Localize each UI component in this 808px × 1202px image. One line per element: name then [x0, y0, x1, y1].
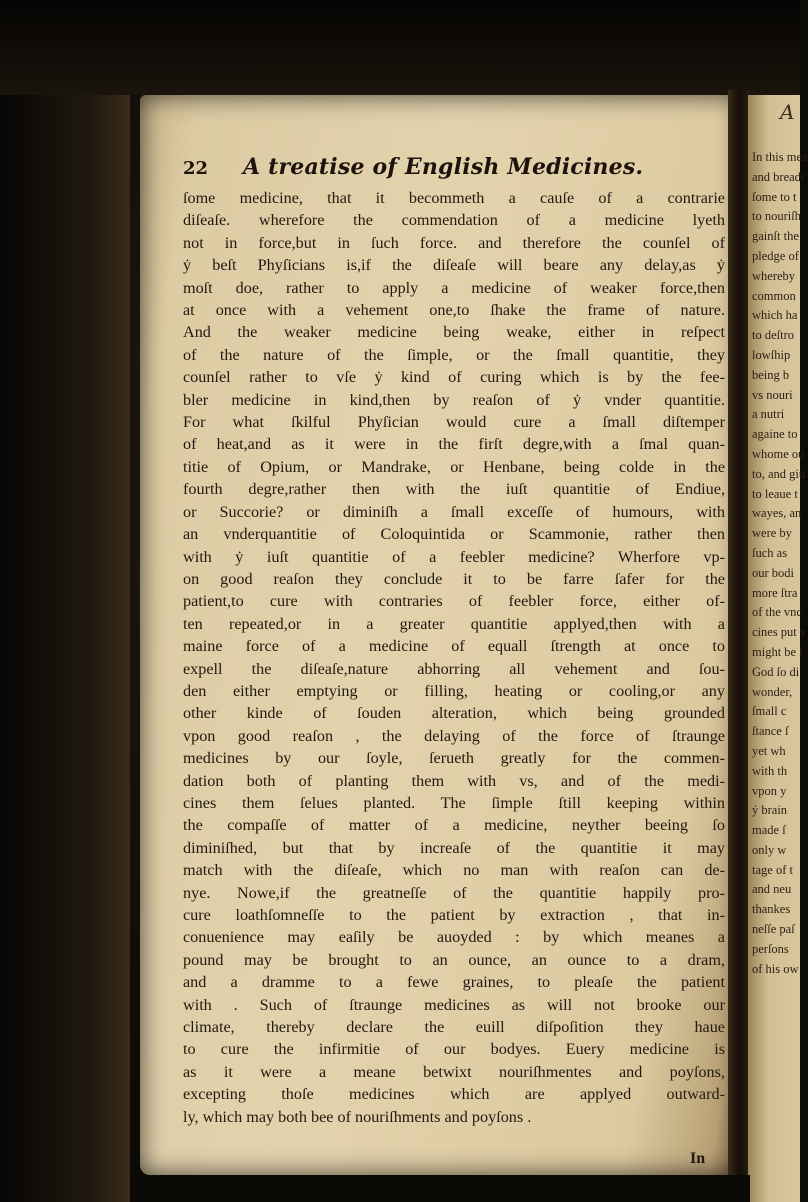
text-line: the compaſſe of matter of a medicine, neyther beeing ſo [183, 816, 725, 835]
facing-text-line: common [752, 288, 796, 303]
facing-text-line: ſmall c [752, 704, 787, 719]
facing-text-line: whome ou [752, 446, 805, 461]
facing-text-line: to, and giu [752, 466, 806, 481]
text-line: den either emptying or filling, heating or cooling,or any [183, 681, 725, 700]
facing-text-line: tage of t [752, 862, 793, 877]
text-line: bler medicine in kind,then by reaſon of ẏ vnder quantitie. [183, 390, 725, 409]
facing-text-line: againe to [752, 427, 798, 442]
scan-bottom-edge [130, 1175, 750, 1202]
facing-text-line: yet wh [752, 743, 786, 758]
text-line: on good reaſon they conclude it to be farre ſafer for the [183, 569, 725, 588]
text-line: to cure the infirmitie of our bodyes. Euery medicine is [183, 1040, 725, 1059]
text-line: conuenience may eaſily be auoyded : by which meanes a [183, 928, 725, 947]
facing-text-line: wayes, an [752, 506, 802, 521]
facing-text-line: neſſe paſ [752, 922, 795, 937]
facing-text-line: more ſtra [752, 585, 798, 600]
text-line: of the nature of the ſimple, or the ſmall quantitie, they [183, 345, 725, 364]
text-line: counſel rather to vſe ẏ kind of curing which is by the fee- [183, 368, 725, 387]
text-line: ſome medicine, that it becommeth a cauſe of a contrarie [183, 189, 725, 207]
text-line: And the weaker medicine being weake, either in reſpect [183, 323, 725, 342]
facing-text-line: a nutri [752, 407, 785, 422]
text-line: with . Such of ſtraunge medicines as will not brooke our [183, 995, 725, 1014]
scan-top-edge [0, 0, 800, 95]
text-line: or Succorie? or diminiſh a ſmall exceſſe of humours, with [183, 502, 725, 521]
facing-text-line: thankes [752, 902, 791, 917]
text-line: vpon good reaſon , the delaying of the force of ſtraunge [183, 726, 725, 745]
facing-text-line: In this mea [752, 150, 808, 164]
text-line: diminiſhed, but that by increaſe of the quantitie it may [183, 838, 725, 857]
text-line: match with the diſeaſe, which no man with reaſon can de- [183, 861, 725, 880]
text-line: as it were a meane betwixt nouriſhmentes and poyſons, [183, 1062, 725, 1081]
text-line: maine force of a medicine of equall ſtrength at once to [183, 637, 725, 656]
text-line: fourth degre,rather then with the iuſt quantitie of Endiue, [183, 480, 725, 499]
facing-text-line: vs nouri [752, 387, 793, 402]
facing-page-letter: A [780, 100, 795, 124]
book-cover-edge [0, 95, 130, 1202]
facing-text-line: which ha [752, 308, 798, 323]
text-line: patient,to cure with contraries of feebler force, either of- [183, 592, 725, 611]
facing-text-line: of the vnc [752, 605, 802, 620]
page-header [183, 154, 723, 188]
facing-text-line: our bodi [752, 565, 795, 580]
facing-text-line: God ſo di [752, 664, 800, 679]
text-line: medicines by our ſoyle, ſerueth greatly for the commen- [183, 749, 725, 768]
facing-text-line: wonder, [752, 684, 793, 699]
facing-text-line: to deſtro [752, 328, 795, 343]
text-line: an vnderquantitie of Coloquintida or Scammonie, rather then [183, 525, 725, 544]
text-line: and a dramme to a fewe graines, to pleaſe the patient [183, 973, 725, 992]
facing-text-line: and neu [752, 882, 792, 897]
facing-text-line: pledge of [752, 248, 799, 263]
facing-text-line: ẏ brain [752, 803, 788, 818]
facing-text-line: to nouriſh [752, 209, 801, 224]
text-line: ẏ beſt Phyſicians is,if the diſeaſe will beare any delay,as ẏ [183, 256, 725, 275]
facing-text-line: lowſhip [752, 347, 791, 362]
facing-text-line: might be ſ [752, 644, 803, 659]
text-line: cines them ſelues planted. The ſimple ſtill keeping within [183, 793, 725, 812]
running-head: A treatise of English Medicines. [243, 154, 644, 180]
text-line: of heat,and as it were in the firſt degre,with a ſmal quan- [183, 435, 725, 454]
facing-text-line: ſome to t [752, 189, 797, 204]
body-text [183, 187, 725, 1128]
facing-text-line: with th [752, 763, 788, 778]
catchword: In [690, 1150, 706, 1167]
facing-text-line: and breadt [752, 169, 805, 184]
page-number: 22 [183, 158, 209, 179]
facing-text-line: ſuch as [752, 545, 788, 560]
text-line: excepting thoſe medicines which are applyed outward- [183, 1085, 725, 1104]
text-line: expell the diſeaſe,nature abhorring all vehement and ſou- [183, 659, 725, 678]
text-line: diſeaſe. wherefore the commendation of a medicine lyeth [183, 211, 725, 230]
text-line: ly, which may both bee of nouriſhments and poyſons . [183, 1107, 532, 1126]
facing-text-line: vpon y [752, 783, 787, 798]
facing-text-line: cines put v [752, 625, 807, 640]
text-line: other kinde of ſouden alteration, which being grounded [183, 704, 725, 723]
text-line: nye. Nowe,if the greatneſſe of the quantitie happily pro- [183, 883, 725, 902]
facing-page-text [752, 148, 808, 979]
text-line: pound may be brought to an ounce, an ounce to a dram, [183, 950, 725, 969]
text-line: titie of Opium, or Mandrake, or Henbane, being colde in the [183, 457, 725, 476]
text-line: For what ſkilful Phyſician would cure a ſmall diſtemper [183, 413, 725, 432]
book-gutter [728, 90, 750, 1202]
text-line: cure loathſomneſſe to the patient by extraction , that in- [183, 906, 725, 924]
facing-text-line: gainſt the [752, 229, 799, 244]
facing-text-line: only w [752, 842, 787, 857]
facing-text-line: being b [752, 367, 790, 382]
facing-text-line: ſtance ſ [752, 724, 789, 739]
text-line: dation both of planting them with vs, and of the medi- [183, 771, 725, 790]
facing-text-line: perſons [752, 941, 789, 956]
facing-text-line: whereby [752, 268, 796, 283]
facing-text-line: were by [752, 526, 792, 541]
text-line: ten repeated,or in a greater quantitie applyed,then with a [183, 614, 725, 633]
facing-text-line: of his ow [752, 961, 799, 976]
facing-text-line: to leaue t [752, 486, 798, 501]
text-line: moſt doe, rather to apply a medicine of weaker force,then [183, 278, 725, 297]
text-line: not in force,but in ſuch force. and therefore the counſel of [183, 233, 725, 252]
facing-text-line: made ſ [752, 823, 786, 838]
text-line: climate, thereby declare the euill diſpoſition they haue [183, 1018, 725, 1037]
text-line: with ẏ iuſt quantitie of a feebler medicine? Wherfore vp- [183, 547, 725, 566]
text-line: at once with a vehement one,to ſhake the frame of nature. [183, 301, 725, 320]
